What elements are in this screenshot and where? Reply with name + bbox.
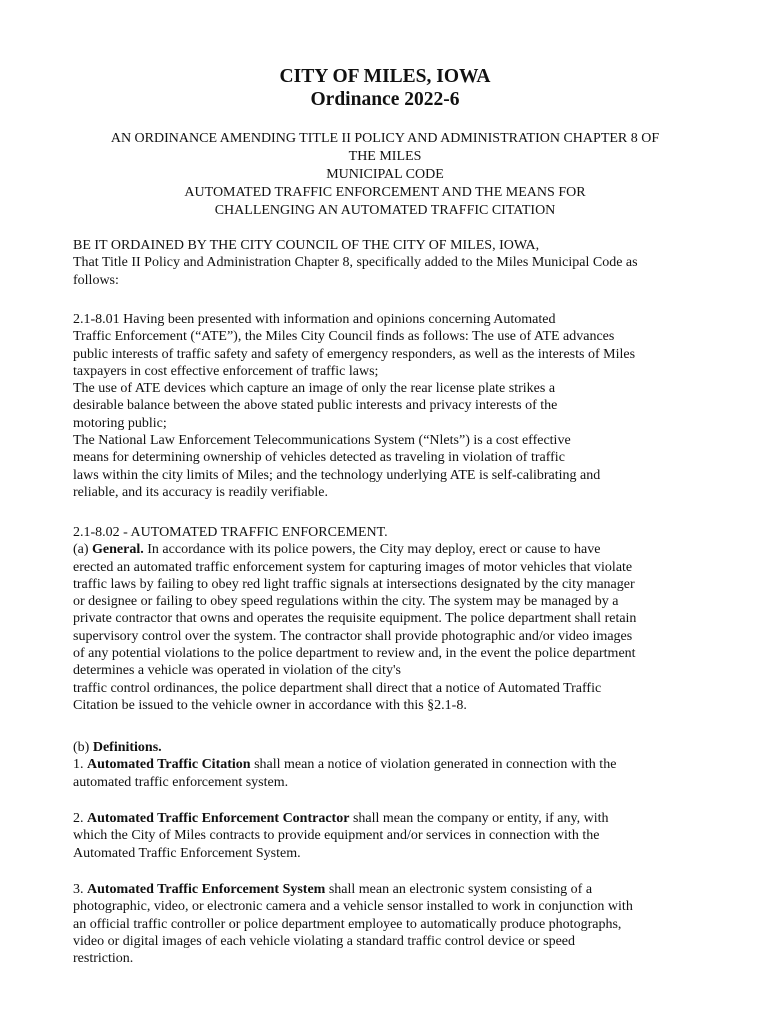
text-line: means for determining ownership of vehicles detected as traveling in violation of traffic (73, 450, 565, 466)
ordained-clause (73, 237, 713, 289)
section-2-1-8-02 (73, 524, 713, 714)
text-line: which the City of Miles contracts to provide equipment and/or services in connection with the (73, 828, 600, 844)
text-line: determines a vehicle was operated in violation of the city's (73, 663, 401, 679)
text-line: motoring public; (73, 415, 167, 431)
definition-number: 2. (73, 811, 87, 826)
heading-line: AUTOMATED TRAFFIC ENFORCEMENT AND THE MEANS FOR (184, 185, 586, 200)
text-line: taxpayers in cost effective enforcement of traffic laws; (73, 363, 379, 379)
text-line: traffic control ordinances, the police department shall direct that a notice of Automated Traffic (73, 680, 602, 696)
text-line: of any potential violations to the police department to review and, in the event the police department (73, 646, 636, 662)
text-line: 2.1-8.01 Having been presented with information and opinions concerning Automated (73, 312, 556, 327)
definitions-heading (73, 739, 713, 756)
clause-text: In accordance with its police powers, the City may deploy, erect or cause to have (143, 542, 601, 558)
text-line: traffic laws by failing to obey red light traffic signals at intersections designated by the city manager (73, 576, 635, 592)
text-line: Automated Traffic Enforcement System. (73, 845, 301, 861)
definition-3-block (73, 881, 713, 967)
definition-number: 3. (73, 882, 87, 897)
text-line: video or digital images of each vehicle violating a standard traffic control device or speed (73, 933, 575, 949)
section-heading: 2.1-8.02 - AUTOMATED TRAFFIC ENFORCEMENT. (73, 525, 388, 540)
definition-term: Automated Traffic Citation (87, 757, 251, 773)
definition-1 (73, 756, 713, 773)
definition-text: shall mean an electronic system consisting of a (325, 882, 593, 897)
definition-2 (73, 810, 713, 827)
text-line: desirable balance between the above stated public interests and privacy interests of the (73, 398, 558, 414)
text-line: an official traffic controller or police department employee to automatically produce photographs, (73, 916, 622, 932)
general-line (73, 541, 713, 558)
heading-line: THE MILES (348, 149, 422, 164)
text-line: The National Law Enforcement Telecommunications System (“Nlets”) is a cost effective (73, 433, 571, 449)
text-line: public interests of traffic safety and safety of emergency responders, as well as the interests of Miles (73, 346, 636, 362)
text-line: supervisory control over the system. The contractor shall provide photographic and/or video images (73, 628, 633, 644)
text-line: The use of ATE devices which capture an image of only the rear license plate strikes a (73, 381, 556, 397)
definition-term: Automated Traffic Enforcement Contractor (87, 811, 350, 826)
text-line: laws within the city limits of Miles; and the technology underlying ATE is self-calibrating and (73, 467, 601, 483)
ordinance-number: Ordinance 2022-6 (310, 89, 460, 110)
text-line: automated traffic enforcement system. (73, 774, 289, 790)
clause-prefix: (b) (73, 740, 93, 755)
clause-prefix: (a) (73, 542, 93, 558)
definition-text: shall mean a notice of violation generated in connection with the (250, 757, 617, 773)
definition-term: Automated Traffic Enforcement System (87, 882, 326, 897)
heading-line: CHALLENGING AN AUTOMATED TRAFFIC CITATION (214, 203, 556, 218)
definitions-section (73, 739, 713, 791)
text-line: reliable, and its accuracy is readily verifiable. (73, 484, 328, 500)
definition-2-block (73, 810, 713, 862)
text-line: Citation be issued to the vehicle owner in accordance with this §2.1-8. (73, 697, 467, 713)
clause-label: General. (92, 542, 144, 558)
text-line: follows: (73, 272, 119, 288)
text-line: Traffic Enforcement (“ATE”), the Miles City Council finds as follows: The use of ATE advances (73, 329, 615, 345)
heading-line: MUNICIPAL CODE (326, 167, 444, 182)
text-line: or designee or failing to obey speed regulations within the city. The system may be managed by a (73, 594, 619, 610)
definition-text: shall mean the company or entity, if any, with (349, 811, 609, 826)
text-line: erected an automated traffic enforcement system for capturing images of motor vehicles that violate (73, 559, 633, 575)
definition-number: 1. (73, 757, 87, 773)
definition-3 (73, 881, 713, 898)
text-line: photographic, video, or electronic camera and a vehicle sensor installed to work in conjunction with (73, 899, 633, 915)
text-line: BE IT ORDAINED BY THE CITY COUNCIL OF THE CITY OF MILES, IOWA, (73, 238, 540, 253)
text-line: That Title II Policy and Administration Chapter 8, specifically added to the Miles Municipal Code as (73, 255, 638, 271)
text-line: private contractor that owns and operates the requisite equipment. The police department shall retain (73, 611, 637, 627)
text-line: restriction. (73, 951, 134, 967)
ordinance-heading (60, 130, 710, 220)
section-2-1-8-01 (73, 311, 713, 501)
document-title: CITY OF MILES, IOWA (279, 66, 491, 87)
clause-label: Definitions. (92, 740, 162, 755)
heading-line: AN ORDINANCE AMENDING TITLE II POLICY AND ADMINISTRATION CHAPTER 8 OF (110, 131, 660, 146)
